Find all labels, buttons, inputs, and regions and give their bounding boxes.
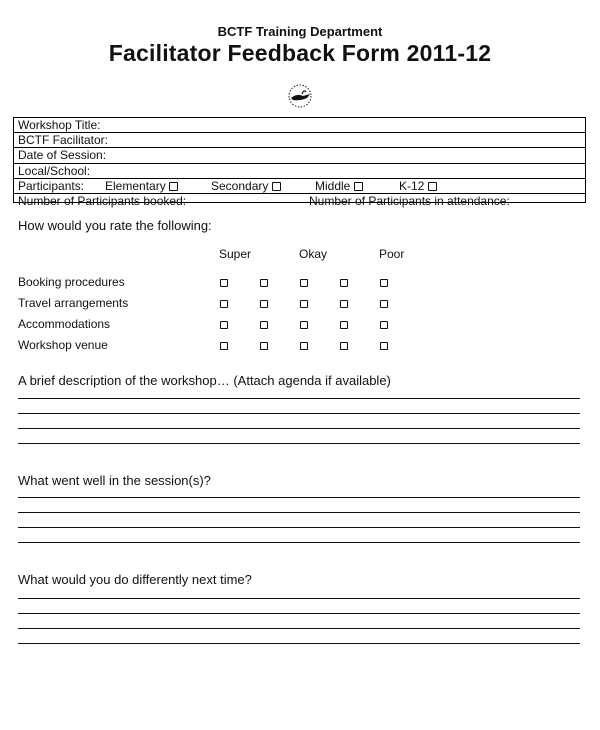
rating-checkbox[interactable] <box>220 342 228 350</box>
rating-checkbox[interactable] <box>260 279 268 287</box>
answer-line[interactable] <box>18 413 580 414</box>
rating-checkbox[interactable] <box>340 300 348 308</box>
scale-super: Super <box>219 247 252 261</box>
attendance-field[interactable]: Number of Participants in attendance: <box>309 193 510 208</box>
rating-checkbox[interactable] <box>380 342 388 350</box>
scale-poor: Poor <box>379 247 405 261</box>
rating-checkbox[interactable] <box>300 342 308 350</box>
facilitator-field[interactable]: BCTF Facilitator: <box>14 133 585 148</box>
question-differently: What would you do differently next time? <box>18 572 252 587</box>
rating-checkbox[interactable] <box>340 279 348 287</box>
rating-checkbox[interactable] <box>260 342 268 350</box>
checkbox-k12[interactable] <box>428 182 437 191</box>
rating-checkbox[interactable] <box>300 300 308 308</box>
rating-checkbox[interactable] <box>220 321 228 329</box>
form-title: Facilitator Feedback Form 2011-12 <box>108 40 492 66</box>
participants-label: Participants: <box>18 178 85 193</box>
answer-line[interactable] <box>18 443 580 444</box>
answer-line[interactable] <box>18 598 580 599</box>
local-school-field[interactable]: Local/School: <box>14 164 585 179</box>
rating-checkbox[interactable] <box>300 321 308 329</box>
rating-question: How would you rate the following: <box>18 218 212 233</box>
level-middle[interactable]: Middle <box>315 179 363 193</box>
rating-checkbox[interactable] <box>380 300 388 308</box>
answer-line[interactable] <box>18 428 580 429</box>
rating-checkbox[interactable] <box>340 321 348 329</box>
rating-checkbox[interactable] <box>260 300 268 308</box>
checkbox-middle[interactable] <box>354 182 363 191</box>
department-name: BCTF Training Department <box>217 24 383 39</box>
answer-line[interactable] <box>18 628 580 629</box>
rating-checkbox[interactable] <box>300 279 308 287</box>
level-secondary[interactable]: Secondary <box>211 179 281 193</box>
answer-line[interactable] <box>18 542 580 543</box>
session-info-box <box>13 117 586 208</box>
rating-item-booking: Booking procedures <box>18 275 125 289</box>
level-elementary[interactable]: Elementary <box>105 179 178 193</box>
answer-line[interactable] <box>18 398 580 399</box>
level-k12[interactable]: K-12 <box>399 179 437 193</box>
workshop-title-field[interactable]: Workshop Title: <box>14 118 585 133</box>
rating-item-travel: Travel arrangements <box>18 296 129 310</box>
question-went-well: What went well in the session(s)? <box>18 473 211 488</box>
answer-line[interactable] <box>18 643 580 644</box>
scale-okay: Okay <box>299 247 328 261</box>
answer-line[interactable] <box>18 497 580 498</box>
rating-checkbox[interactable] <box>260 321 268 329</box>
booked-field[interactable]: Number of Participants booked: <box>18 193 187 208</box>
rating-item-venue: Workshop venue <box>18 338 108 352</box>
date-field[interactable]: Date of Session: <box>14 148 585 163</box>
bctf-lamp-logo-icon <box>283 83 317 109</box>
question-description: A brief description of the workshop… (Attach agenda if available) <box>18 373 391 388</box>
rating-item-accommodations: Accommodations <box>18 317 111 331</box>
participant-counts-row <box>14 194 585 208</box>
answer-line[interactable] <box>18 613 580 614</box>
rating-checkbox[interactable] <box>380 321 388 329</box>
participants-row <box>14 179 585 194</box>
answer-line[interactable] <box>18 512 580 513</box>
rating-checkbox[interactable] <box>380 279 388 287</box>
rating-checkbox[interactable] <box>340 342 348 350</box>
checkbox-secondary[interactable] <box>272 182 281 191</box>
rating-checkbox[interactable] <box>220 279 228 287</box>
checkbox-elementary[interactable] <box>169 182 178 191</box>
rating-checkbox[interactable] <box>220 300 228 308</box>
answer-line[interactable] <box>18 527 580 528</box>
